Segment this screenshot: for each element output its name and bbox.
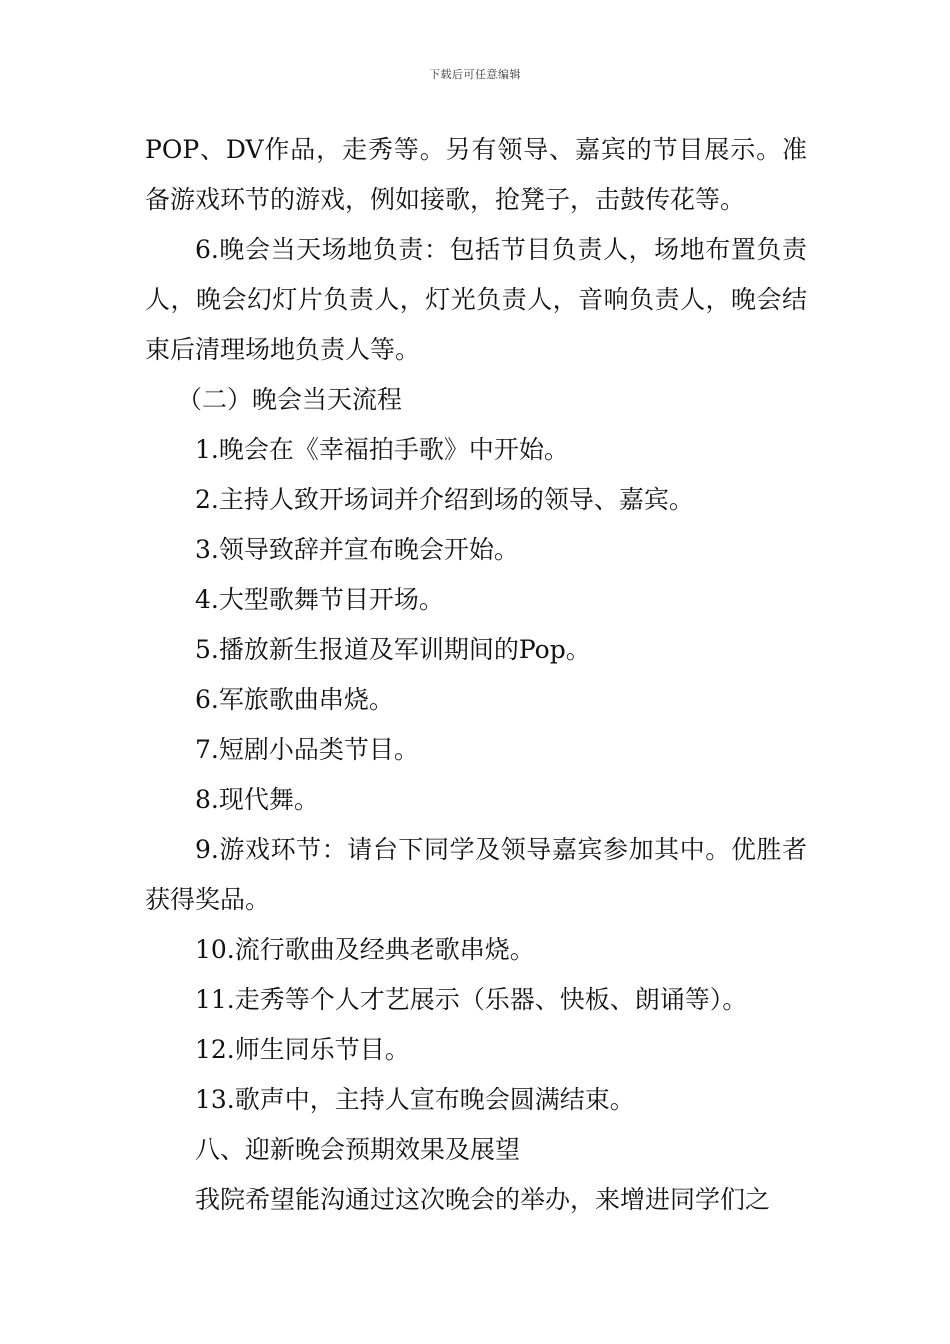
list-item-6: 6.军旅歌曲串烧。 xyxy=(195,685,394,714)
list-item-10: 10.流行歌曲及经典老歌串烧。 xyxy=(195,935,535,964)
section-heading-evening-flow: （二）晚会当天流程 xyxy=(177,385,403,414)
list-item-7: 7.短剧小品类节目。 xyxy=(195,735,419,764)
list-item-9: 9.游戏环节：请台下同学及领导嘉宾参加其中。优胜者获得奖品。 xyxy=(145,835,807,914)
list-item-1: 1.晚会在《幸福拍手歌》中开始。 xyxy=(195,435,569,464)
paragraph-expectation: 我院希望能沟通过这次晚会的举办，来增进同学们之 xyxy=(195,1185,771,1214)
list-item-5: 5.播放新生报道及军训期间的Pop。 xyxy=(195,635,591,664)
list-item-12: 12.师生同乐节目。 xyxy=(195,1035,410,1064)
paragraph-venue-responsibility: 6.晚会当天场地负责：包括节目负责人，场地布置负责人，晚会幻灯片负责人，灯光负责人，音响负责人，晚会结束后清理场地负责人等。 xyxy=(145,235,807,364)
list-item-8: 8.现代舞。 xyxy=(195,785,319,814)
list-item-3: 3.领导致辞并宣布晚会开始。 xyxy=(195,535,519,564)
list-item-2: 2.主持人致开场词并介绍到场的领导、嘉宾。 xyxy=(195,485,694,514)
list-item-13: 13.歌声中，主持人宣布晚会圆满结束。 xyxy=(195,1085,635,1114)
list-item-11: 11.走秀等个人才艺展示（乐器、快板、朗诵等）。 xyxy=(195,985,748,1014)
paragraph-continuation: POP、DV作品，走秀等。另有领导、嘉宾的节目展示。准备游戏环节的游戏，例如接歌，抢凳子，击鼓传花等。 xyxy=(145,135,807,214)
section-heading-expected-effect: 八、迎新晚会预期效果及展望 xyxy=(195,1135,521,1164)
document-body xyxy=(145,125,807,1225)
list-item-4: 4.大型歌舞节目开场。 xyxy=(195,585,444,614)
page-header-note: 下载后可任意编辑 xyxy=(429,68,521,81)
